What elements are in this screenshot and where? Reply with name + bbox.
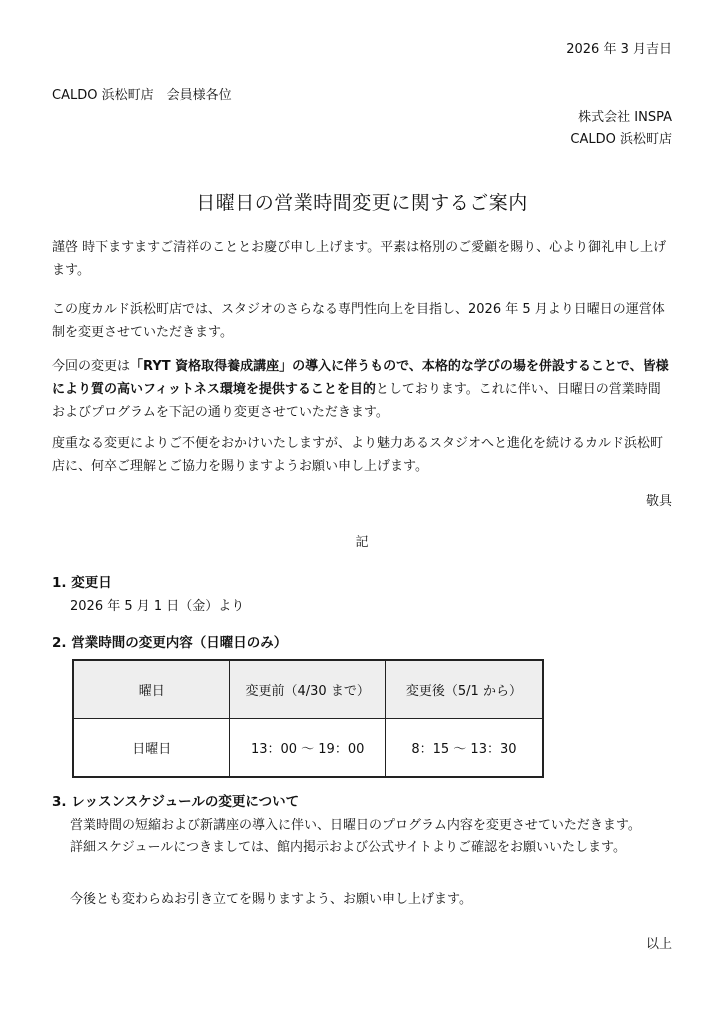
reason-intro: 今回の変更は xyxy=(52,359,131,374)
section-1-body: 2026 年 5 月 1 日（金）より xyxy=(70,599,245,614)
sender-company: 株式会社 INSPA xyxy=(578,110,672,125)
table-header-row xyxy=(73,660,543,719)
paragraph-apology: 度重なる変更によりご不便をおかけいたしますが、より魅力あるスタジオへと進化を続けるカルド浜松町店に、何卒ご理解とご協力を賜りますようお願い申し上げます。 xyxy=(52,436,664,474)
recipient: CALDO 浜松町店 会員様各位 xyxy=(52,88,232,103)
closing-keigu: 敬具 xyxy=(645,494,672,509)
section-1-heading: 1. 変更日 xyxy=(52,575,112,591)
reason-rest: としております。これに伴い、日曜日の営業時間およびプログラムを下記の通り変更させていただきます。 xyxy=(52,382,661,420)
header-day: 曜日 xyxy=(73,660,230,719)
cell-day: 日曜日 xyxy=(73,719,230,778)
document-title: 日曜日の営業時間変更に関するご案内 xyxy=(196,192,528,214)
reason-emphasis: 「RYT 資格取得養成講座」の導入に伴うもので、本格的な学びの場を併設することで、皆様により質の高いフィットネス環境を提供することを目的 xyxy=(52,359,669,397)
closing-ijou: 以上 xyxy=(645,937,672,952)
header-after: 変更後（5/1 から） xyxy=(385,660,543,719)
table-row xyxy=(73,719,543,778)
section-2-heading: 2. 営業時間の変更内容（日曜日のみ） xyxy=(52,635,288,651)
cell-after: 8：15 ～ 13：30 xyxy=(385,719,543,778)
document-date: 2026 年 3 月吉日 xyxy=(566,42,672,57)
section-3-heading: 3. レッスンスケジュールの変更について xyxy=(52,794,300,810)
section-3-line-2: 詳細スケジュールにつきましては、館内掲示および公式サイトよりご確認をお願いいたします。 xyxy=(70,840,627,855)
closing-message: 今後とも変わらぬお引き立てを賜りますよう、お願い申し上げます。 xyxy=(70,892,472,907)
paragraph-reason xyxy=(52,355,672,424)
cell-before: 13：00 ～ 19：00 xyxy=(230,719,385,778)
ki-label: 記 xyxy=(355,535,369,550)
sender-store: CALDO 浜松町店 xyxy=(570,132,672,147)
business-hours-table xyxy=(72,659,544,778)
paragraph-greeting: 謹啓 時下ますますご清祥のこととお慶び申し上げます。平素は格別のご愛顧を賜り、心より御礼申し上げます。 xyxy=(52,240,667,278)
header-before: 変更前（4/30 まで） xyxy=(230,660,385,719)
section-3-line-1: 営業時間の短縮および新講座の導入に伴い、日曜日のプログラム内容を変更させていただきます。 xyxy=(70,818,641,833)
paragraph-announcement: この度カルド浜松町店では、スタジオのさらなる専門性向上を目指し、2026 年 5 月より日曜日の運営体制を変更させていただきます。 xyxy=(52,302,665,340)
